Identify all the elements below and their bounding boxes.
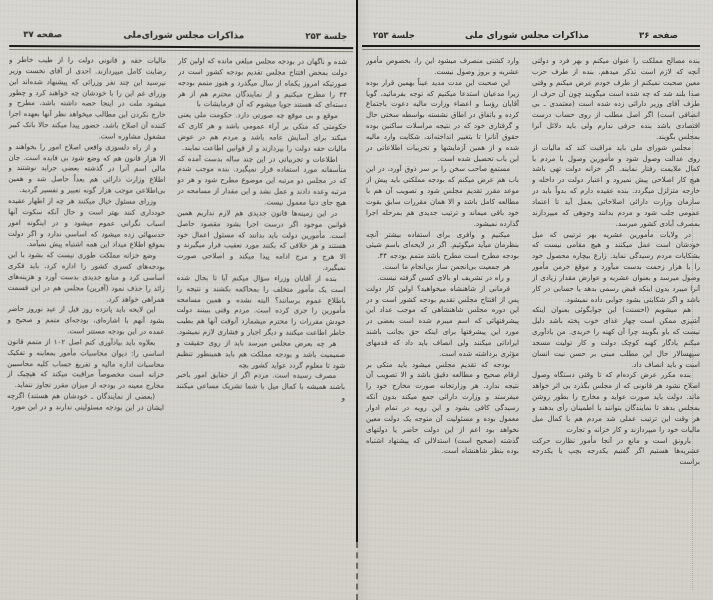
text-paragraph: بنده مصالح مملکت را عنوان میکنم و بهر فرد و دولتی آنچه که لازم است تذکر میدهم. بنده از طرف حزب معین صحبت نمیکنم از طرف خودم عرض میکنم و وقتی صدا بلند شد که چه شده است میگویند چون آن حرف از طرف آقای وزیر دارائی زده شده است (معتمدی ـ بی انصافی است) اگر اصل مطلب از روی حساب درست اقتصادی باشد بنده حرفی ندارم ولی باید دلائل آنرا بمجلس بگویند. [532, 57, 700, 141]
header-rule-light [362, 49, 700, 50]
right-page-title: مذاکرات مجلس شورای ملی [464, 31, 589, 41]
text-paragraph: وارد کشتی منصرف میشود این را، بخصوص مأمور عشریه و بروز وصول نیست. [366, 57, 519, 76]
right-page-right-column [532, 56, 700, 574]
text-paragraph: و راه در تشریف او بالای کسی گرفته نیست. [377, 273, 510, 282]
left-page-title: مذاکرات مجلس شورای‌ملی [123, 30, 245, 42]
text-paragraph: اطلاعات و تجربیاتی در این چند ساله بدست آمده که متأسفانه مورد استفاده قرار نمیگیرد. بنده موجب شدم که در مجلس دو مرتبه این موضوع مطرح شود و هر دو مرتبه وعده دادند و عمل نشد و این مقدار از مسامحه در هیچ جای دنیا معمول نیست. [177, 154, 347, 207]
text-paragraph: در این زمینه‌ها قانون جدیدی هم لازم نداریم همین قوانین موجود اگر درست اجرا بشود مقصود حاصل است. مأمورین دولت باید بدانند که مسئول اعمال خود هستند و هر خلافی که بکنند مورد تعقیب قرار میگیرند و الا هرج و مرج ادامه پیدا میکند و اصلاحی صورت نمیگیرد. [176, 208, 347, 273]
left-page [0, 0, 356, 600]
left-page-session-label: جلسة ۲۵۳ [305, 31, 348, 43]
text-paragraph: بعلاوه باید بیادآوری کنم اصل ۱۰۲ از متمم قانون اساسی را: دیوان محاسبات مأمور بمعاینه و تفکیک محاسبات اداره مالیه و تفریغ حساب کلیه محاسبین خزانه است مخصوصاً مراقبت میکند که هیچیک از مخارج معینه در بودجه از میزان مقرر تجاوز ننماید. [7, 337, 165, 391]
text-paragraph: فرمانی از شاهنشاه میخواهید؟ اولین کار دولت پس از افتتاح مجلس تقدیم بودجه کشور است و در این دوره مجلس شاهنشاهی که موجب عداد این پیشرفتهائی که اسم میبرم شده است بعضی در مورد این پیشرفتها برای اینکه حق بجانب باشند ایراداتی میکنند ولی انصاف باید داد که قدمهای مؤثری برداشته شده است. [366, 284, 519, 358]
text-paragraph: در ولایات مأمورین عشریه بهر ترتیبی که میل خودشان است عمل میکنند و هیچ مقامی نیست که بشکایات مردم رسیدگی نماید. زارع بیچاره محصول خود را با هزار زحمت بدست میآورد و موقع خرمن مأمور وصول میرسد و بعنوان عشریه و عوارض مقدار زیادی از آنرا میبرد بدون اینکه قبض رسمی بدهد یا حسابی در کار باشد و اگر شکایتی بشود جوابی داده نمیشود. [532, 230, 700, 304]
text-paragraph: بارونق است و مانع در آنجا مأمور نظارت حرکت عشریه‌ها هستیم اگر گفتیم یکدرجه بچپ یا یکدرجه براست [532, 436, 700, 467]
right-page [357, 0, 713, 600]
text-paragraph: این لایحه باید پانزده روز قبل از عید نوروز حاضر بشود آنهم با اشاره‌ای، بودجه‌ای متمم و صحیح و عمده در این بودجه مستتر است. [7, 305, 165, 337]
header-rule-heavy [362, 45, 700, 47]
right-page-header [357, 31, 713, 41]
text-paragraph: بنده از آقایان وزراء سؤال میکنم آیا تا بحال شده است یک مأمور متخلف را بمحاکمه بکشند و نتیجه را باطلاع عموم برسانند؟ البته نشده و همین مسامحه مأمورین را جری کرده است. مردم وقتی ببینند دولت خودش مقررات را محترم میشمارد آنوقت آنها هم بطیب خاطر اطاعت میکنند و دیگر اجبار و فشاری لازم نمیشود. [176, 273, 346, 338]
text-paragraph: هم میشویم (احسنت) این جوابگوئی بعنوان اینکه آشپزی ممکن است چهار غذای خوب پخته باشد دلیل نیست که باو بگویند چرا آن کهنه را خریدی. من یادآوری میکنم یادگار کهنه کوچک دولت و کار تولیت مسجد سپهسالار حال این مطلب مبنی بر حسن نیت انسان است و باید انصاف داد. [532, 306, 700, 369]
left-page-left-column [6, 55, 166, 574]
text-paragraph: هر جمعیت بی‌انجمن ساز بی‌انجام ما است. [382, 263, 510, 272]
text-paragraph: مستمع صاحب سخن را بر سر ذوق آورد، در این باب هم عرض میکنم که بودجه مملکتی باید پیش از موعد مقرر تقدیم مجلس شود و تصویب آن هم با مطالعه کامل باشد و الا همان مقررات سابق بقوت خود باقی میماند و ترتیب جدیدی هم بمرحله اجرا گذارده نمیشود. [366, 165, 519, 228]
text-paragraph: شده و ناگهان در بودجه مجلس مبلغی مانده که اولین کار دولت بمحض افتتاح مجلس تقدیم بودجه کشور است در صورتیکه امروز یکماه از سال میگذرد و هنوز متمم بودجه ۴۴ را مطرح میکنیم و از نمایندگان محترم هم از هر دسته‌ای که هستند جویا میشوم که آن فرمایشات با [177, 56, 348, 110]
text-paragraph: هر چه بعرض مجلس میرسد باید از روی حقیقت و صمیمیت باشد و بودجه مملکت هم باید همینطور تنظیم شود تا معلوم گردد عواید کشور بچه [176, 338, 346, 370]
right-page-session-label: جلسة ۲۵۳ [373, 31, 415, 41]
page-gutter-line [356, 0, 358, 542]
text-paragraph: بنده مکرر عرض کرده‌ام که تا وقتی دستگاه وصول اصلاح نشود هر قانونی که از مجلس بگذرد بی اثر خواهد ماند. دولت باید صورت عواید و مخارج را بطور روشن بمجلس بدهد تا نمایندگان بتوانند با اطمینان رأی بدهند و هر وقت این ترتیب عملی شد مردم هم با کمال میل مالیات خود را میپردازند و کار خزانه و تجارت [532, 371, 700, 434]
right-page-content [357, 0, 713, 600]
text-paragraph: مجلس شورای ملی باید مراقبت کند که مالیات از روی عدالت وصول شود و مأمورین وصول با مردم با کمال ملایمت رفتار نمایند. اگر خزانه دولت تهی باشد هیچ کار اصلاحی پیش نمیرود و اعتبار دولت در داخله و خارجه متزلزل میگردد. بنده عقیده دارم که بدواً باید در سازمان وزارت دارائی اصلاحاتی بعمل آید تا اعتماد عمومی جلب شود و مردم بدانند وجوهی که میپردازند بمصرف آبادی کشور میرسد. [532, 143, 700, 228]
text-paragraph: میکنیم و وافری برای استفاده بیشتر آنچه بنظرمان میآید میگوئیم. اگر در لایحه‌ای باسم شیئی بودجه مطرح است مطرح باشد متمم بودجه ۴۴. [366, 230, 519, 261]
text-paragraph: مصرف رسیده است. مردم اگر از حقایق امور باخبر باشند همیشه با کمال میل با شما تشریک مساعی میکنند و [176, 371, 346, 403]
header-rule-light [9, 49, 353, 52]
left-page-header [1, 30, 357, 42]
right-edge-dotted-line [692, 90, 693, 590]
right-page-number: صفحه ۳۶ [639, 31, 678, 41]
text-paragraph: این صحبت این مدت مدید عیناً بهمین قرار بوده زیرا مدعیان استدعا میکنیم که توجه بفرمائید، گویا آقایان رؤسا و اعضاء وزارت مالیه دعوت باجتماع کرده و باتفاق در اطاق نشسته بواسطه سختی حال و گرفتاری خود که در نتیجه مراسلات ساکنین بوده حقوق آنانرا تا بتغییر انداخته‌اند، شکایت وارد مالیه شده و از همین آزمایشها و تجربیات اطلاعاتی در این باب تحصیل شده است. [366, 78, 519, 163]
text-paragraph: وزرای مسئول خیال میکنند هر چه از اظهار عقیده خودداری کنند بهتر است و حال آنکه سکوت آنها اسباب نگرانی عموم میشود و در اینگونه امور حدسهائی زده میشود که اساسی ندارد و اگر دولت بموقع اطلاع میداد این همه اشتباه پیش نمیآمد. [8, 196, 166, 250]
text-paragraph: (بعضی از نمایندگان ـ خودشان هم هستند) اگرچه ایشان در این بودجه مسئولیتی ندارند و در این مورد [7, 392, 164, 412]
text-paragraph: موقع و بی موقع چه صورتی دارد. حکومت ملی یعنی حکومتی که متکی بر آراء عمومی باشد و هر کاری که میکند برای آسایش عامه باشد و مردم هم در عوض مالیات حقه دولت را بپردازند و از قوانین اطاعت نمایند. [177, 111, 347, 153]
right-page-left-column [366, 56, 519, 574]
page-gutter-line-dashed [356, 542, 358, 600]
text-paragraph: بودجه که تقدیم مجلس میشود باید متکی بر ارقام صحیح و مطالعه دقیق باشد و الا تصویب آن نتیجه ندارد. هر وزارتخانه صورت مخارج خود را میفرستد و وزارت دارائی جمع میکند بدون آنکه رسیدگی کافی بشود و این رویه در تمام ادوار معمول بوده و مسئولیت آن متوجه یک دولت معین نخواهد بود اعم از این دولت حاضر یا دولتهای گذشته (صحیح است) استدلالی که پیشنهاد اشتباه بوده بنظر شاهنشاه است. [366, 360, 519, 456]
left-page-right-column [175, 56, 347, 575]
text-paragraph: مالیات حقه و قانونی دولت را از طیب خاطر و رضایت کامل میپردازند. احدی از آقای نخست وزیر نپرسید این چند نفر وزرائی که پیشنهاد شده‌اند این وزرای غم این را با خودشان چه خواهند کرد و چطور میشود ملت در اینجا حصه داشته باشد، مطرح و خارج نکردن این مطالب میخواهد نظر آنها بعهده اجرا کننده آن اصلاح باشد، حضور پیدا میکند حالا بانک کبیر مشغول مشاوره است. [8, 55, 167, 141]
text-paragraph: و از راه دلسوزی واقعی اصلاح امور را بخواهند و الا هزار قانون هم که وضع شود بی فایده است. جان مالی اسم آنرا در گذشته بعضی جراید نوشتند و اطلاع وزارت دارائی هم بعداً حاصل شد و همین بی‌اطلاعی موجب هزار گونه تعبیر و تفسیر گردید. [8, 142, 166, 196]
text-paragraph: وضع خزانه مملکت طوری نیست که بشود با این بودجه‌های کسری کشور را اداره کرد، باید فکری اساسی کرد و منابع جدیدی بدست آورد و هزینه‌های زائد را حذف نمود (آفرین) مجلس هم در این قسمت همراهی خواهد کرد. [7, 251, 165, 304]
left-page-number: صفحه ۳۷ [23, 30, 63, 41]
